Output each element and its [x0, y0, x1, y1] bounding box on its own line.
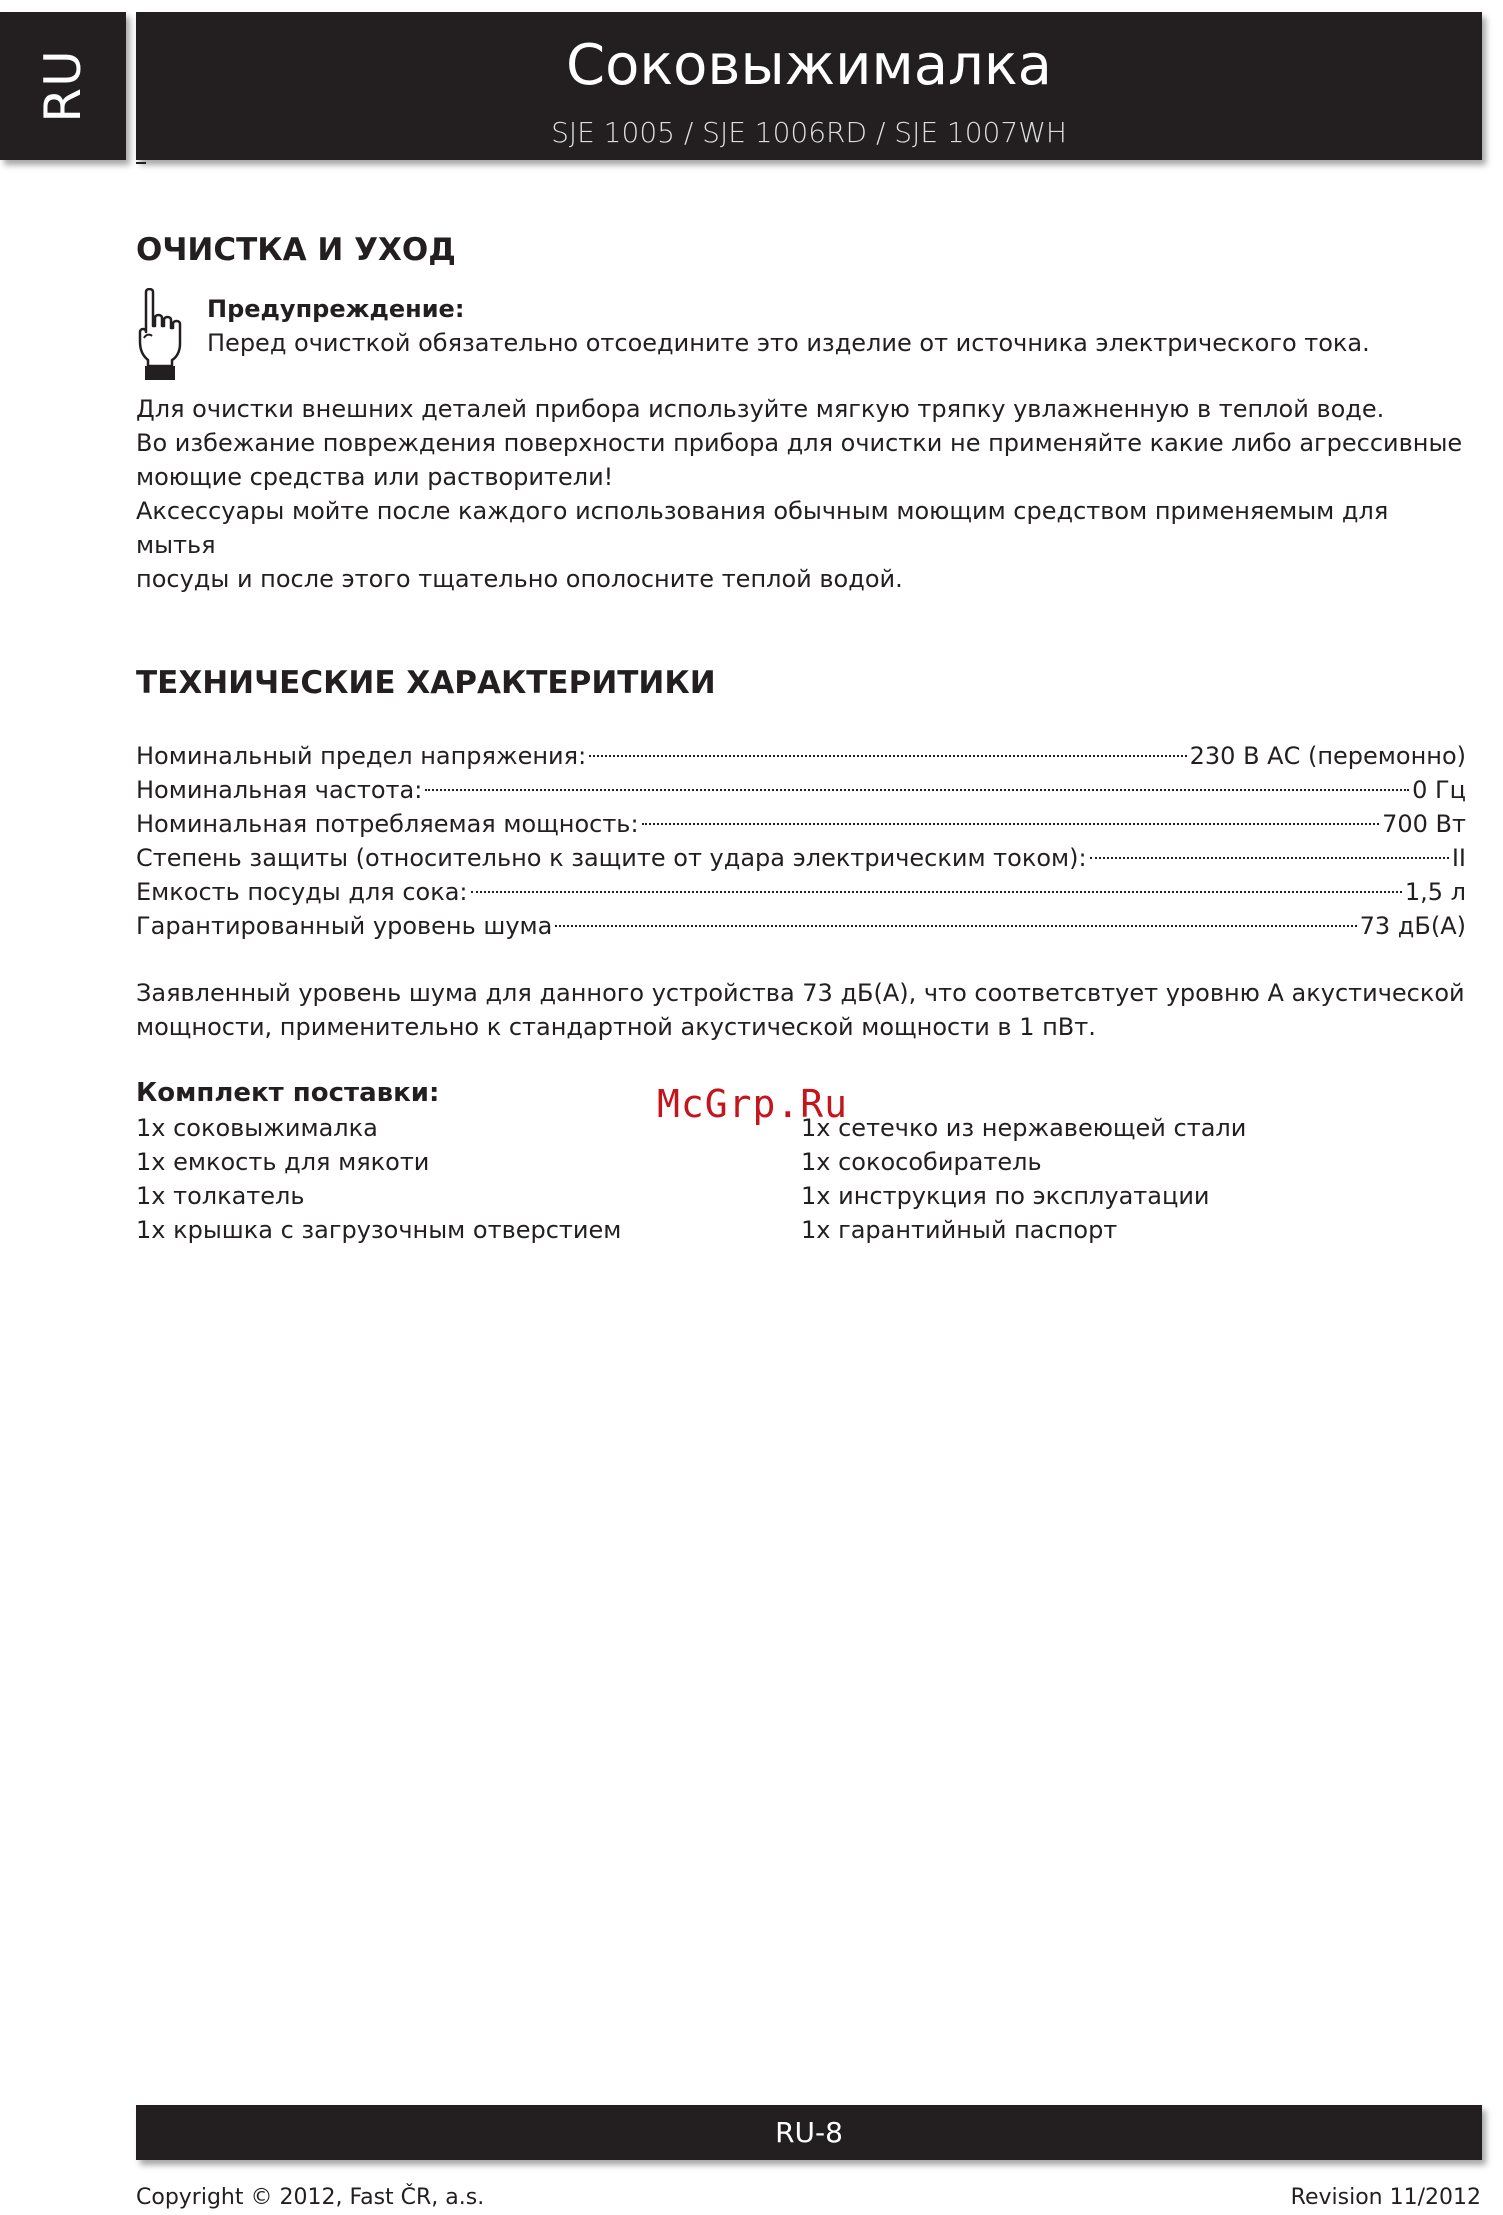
- spec-label: Номинальная потребляемая мощность:: [136, 810, 639, 838]
- spec-value: 73 дБ(A): [1359, 912, 1466, 940]
- kit-item: 1x сетечко из нержавеющей стали: [801, 1114, 1247, 1142]
- cleaning-instructions: [136, 392, 1466, 596]
- spec-row: [136, 807, 1466, 841]
- kit-item: 1x соковыжималка: [136, 1114, 378, 1142]
- leader-dots: [555, 925, 1356, 927]
- specs-heading: ТЕХНИЧЕСКИЕ ХАРАКТЕРИТИКИ: [136, 665, 716, 701]
- cleaning-line: Аксессуары мойте после каждого использования обычным моющим средством применяемым для мытья: [136, 497, 1389, 559]
- cleaning-line: Во избежание повреждения поверхности прибора для очистки не применяйте какие либо агрессивные: [136, 429, 1463, 457]
- cleaning-line: моющие средства или растворители!: [136, 463, 614, 491]
- kit-item: 1x гарантийный паспорт: [801, 1216, 1118, 1244]
- kit-item: 1x емкость для мякоти: [136, 1148, 430, 1176]
- header-bar: [136, 12, 1482, 160]
- watermark: McGrp.Ru: [657, 1082, 849, 1126]
- specs-table: [136, 739, 1466, 943]
- noise-note-line: мощности, применительно к стандартной акустической мощности в 1 пВт.: [136, 1013, 1096, 1041]
- copyright: Copyright © 2012, Fast ČR, a.s.: [136, 2185, 485, 2210]
- spec-row: [136, 841, 1466, 875]
- leader-dots: [642, 823, 1380, 825]
- language-tab: [0, 12, 126, 160]
- spec-row: [136, 773, 1466, 807]
- kit-list: [136, 1111, 1466, 1247]
- leader-dots: [1090, 857, 1449, 859]
- spec-label: Номинальная частота:: [136, 776, 423, 804]
- spec-value: 700 Вт: [1382, 810, 1466, 838]
- kit-item: 1x толкатель: [136, 1182, 305, 1210]
- page-title: Соковыжималка: [565, 33, 1052, 98]
- warning-block: [136, 292, 1466, 392]
- spec-row: [136, 875, 1466, 909]
- kit-item: 1x инструкция по эксплуатации: [801, 1182, 1210, 1210]
- spec-value: 0 Гц: [1412, 776, 1466, 804]
- spec-label: Гарантированный уровень шума: [136, 912, 553, 940]
- spec-row: [136, 909, 1466, 943]
- kit-item: 1x крышка с загрузочным отверстием: [136, 1216, 622, 1244]
- spec-label: Степень защиты (относительно к защите от удара электрическим током):: [136, 844, 1087, 872]
- cleaning-line: Для очистки внешних деталей прибора используйте мягкую тряпку увлажненную в теплой воде.: [136, 395, 1385, 423]
- header-rule: [136, 162, 146, 164]
- leader-dots: [425, 789, 1409, 791]
- kit-column-right: [801, 1111, 1466, 1247]
- kit-heading: Комплект поставки:: [136, 1078, 440, 1108]
- kit-column-left: [136, 1111, 801, 1247]
- spec-label: Номинальный предел напряжения:: [136, 742, 587, 770]
- spec-value: II: [1451, 844, 1466, 872]
- model-numbers: SJE 1005 / SJE 1006RD / SJE 1007WH: [551, 116, 1067, 149]
- spec-value: 1,5 л: [1404, 878, 1466, 906]
- kit-item: 1x сокособиратель: [801, 1148, 1042, 1176]
- spec-value: 230 В АС (перемонно): [1189, 742, 1466, 770]
- spec-label: Емкость посуды для сока:: [136, 878, 468, 906]
- cleaning-heading: ОЧИСТКА И УХОД: [136, 232, 456, 268]
- spec-row: [136, 739, 1466, 773]
- warning-text: Перед очисткой обязательно отсоедините это изделие от источника электрического тока.: [207, 329, 1370, 357]
- page-number: RU-8: [775, 2116, 843, 2149]
- noise-note-line: Заявленный уровень шума для данного устройства 73 дБ(A), что соответсвтует уровню А акустической: [136, 979, 1465, 1007]
- language-code: RU: [34, 49, 92, 123]
- pointing-hand-icon: [136, 288, 186, 382]
- revision: Revision 11/2012: [1290, 2185, 1481, 2210]
- warning-title: Предупреждение:: [207, 295, 465, 323]
- leader-dots: [589, 755, 1186, 757]
- leader-dots: [471, 891, 1402, 893]
- cleaning-line: посуды и после этого тщательно ополосните теплой водой.: [136, 565, 903, 593]
- footer-bar: [136, 2105, 1482, 2160]
- noise-note: [136, 976, 1466, 1044]
